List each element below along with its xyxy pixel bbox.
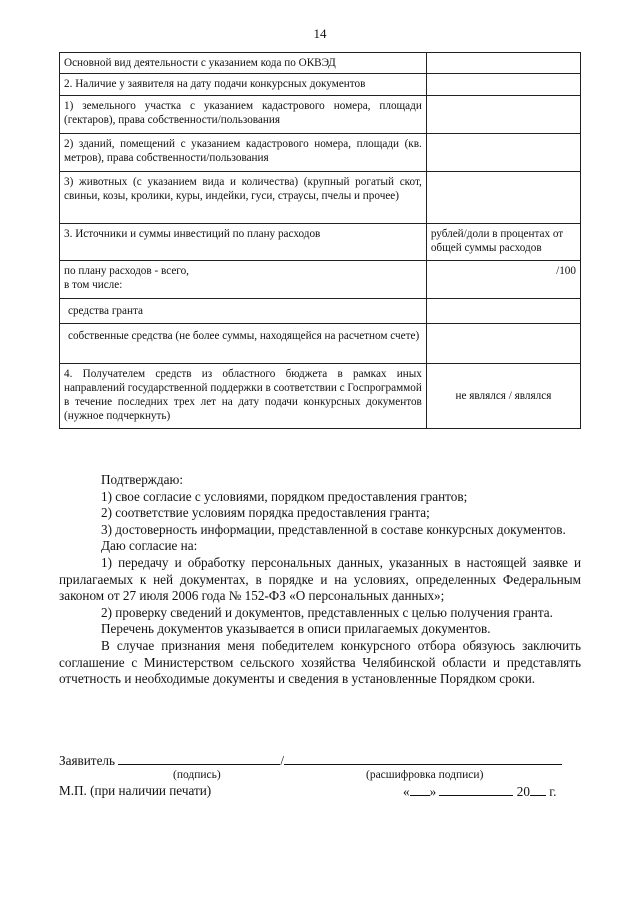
table-row: [60, 364, 581, 429]
table-cell-value[interactable]: [426, 134, 580, 172]
confirm-heading: Подтверждаю:: [101, 472, 183, 487]
consent-item: 2) проверку сведений и документов, представленных с целью получения гранта.: [101, 604, 553, 620]
table-cell-unit: рублей/доли в процентах от общей суммы расходов: [426, 224, 580, 261]
confirm-item: 2) соответствие условиям порядка предоставления гранта;: [101, 505, 430, 521]
table-cell-label: Основной вид деятельности с указанием кода по ОКВЭД: [60, 53, 427, 74]
table-cell-label: [60, 261, 427, 299]
obligation-paragraph: В случае признания меня победителем конкурсного отбора обязуюсь заключить соглашение с Министерством сельского хозяйства Челябинской области и представлять отчетность и необходимые документы и сведения в установленные Порядком сроки.: [59, 637, 581, 687]
declaration-text: [59, 472, 581, 688]
table-cell-value[interactable]: [426, 172, 580, 224]
table-row: [60, 74, 581, 96]
table-row: [60, 224, 581, 261]
confirm-item: 1) свое согласие с условиями, порядком предоставления грантов;: [101, 488, 468, 504]
stamp-label: М.П. (при наличии печати): [59, 783, 212, 798]
signature-caption: (подпись): [173, 769, 221, 781]
table-cell-value[interactable]: [426, 299, 580, 324]
year-field[interactable]: [530, 783, 546, 796]
consent-item: 1) передачу и обработку персональных данных, указанных в настоящей заявке и прилагаемых к ней документах, в порядке и на условиях, определенных Федеральным законом от 27 июля 2006 года № 152-ФЗ «О персональных данных»;: [59, 554, 581, 604]
applicant-label: Заявитель: [59, 753, 116, 768]
table-cell-label: 3. Источники и суммы инвестиций по плану расходов: [60, 224, 427, 261]
confirm-item: 3) достоверность информации, представленной в составе конкурсных документов.: [101, 521, 566, 537]
documents-paragraph: Перечень документов указывается в описи прилагаемых документов.: [101, 621, 491, 637]
year-suffix: г.: [549, 784, 557, 799]
table-row: [60, 299, 581, 324]
signature-separator: /: [280, 753, 284, 768]
table-cell-label: 4. Получателем средств из областного бюджета в рамках иных направлений государственной поддержки в соответствии с Госпрограммой в течение последних трех лет на дату подачи конкурсных документов (нужное подчеркнуть): [60, 364, 427, 429]
table-cell-label: собственные средства (не более суммы, находящейся на расчетном счете): [60, 324, 427, 364]
page-number: 14: [313, 26, 327, 41]
date-close-quote: »: [429, 784, 437, 799]
date-open-quote: «: [403, 784, 410, 799]
table-cell-label: средства гранта: [60, 299, 427, 324]
table-cell-label: 3) животных (с указанием вида и количества) (крупный рогатый скот, свиньи, козы, кролики, куры, индейки, гуси, страусы, пчелы и прочее): [60, 172, 427, 224]
table-row: [60, 53, 581, 74]
table-row: [60, 172, 581, 224]
signature-decoding-field[interactable]: [284, 752, 562, 765]
year-prefix: 20: [516, 784, 530, 799]
day-field[interactable]: [410, 783, 430, 796]
table-cell-value[interactable]: /100: [426, 261, 580, 299]
table-cell-value[interactable]: [426, 96, 580, 134]
decoding-caption: (расшифровка подписи): [366, 769, 484, 781]
signature-line: [59, 752, 581, 769]
table-cell-label: 1) земельного участка с указанием кадастрового номера, площади (гектаров), права собственности/пользования: [60, 96, 427, 134]
table-cell-value[interactable]: [426, 74, 580, 96]
date-field: [403, 783, 556, 800]
table-row: [60, 324, 581, 364]
including-label: в том числе:: [64, 279, 123, 291]
table-cell-value[interactable]: [426, 324, 580, 364]
signature-field[interactable]: [118, 752, 280, 765]
total-label: по плану расходов - всего,: [64, 265, 189, 277]
table-row: [60, 261, 581, 299]
table-cell-label: 2) зданий, помещений с указанием кадастрового номера, площади (кв. метров), права собственности/пользования: [60, 134, 427, 172]
table-cell-choice[interactable]: не являлся / являлся: [426, 364, 580, 429]
table-cell-label: 2. Наличие у заявителя на дату подачи конкурсных документов: [60, 74, 427, 96]
consent-heading: Даю согласие на:: [101, 538, 198, 554]
table-row: [60, 96, 581, 134]
table-cell-value[interactable]: [426, 53, 580, 74]
month-field[interactable]: [439, 783, 513, 796]
stamp-date-line: [59, 783, 581, 799]
table-row: [60, 134, 581, 172]
application-table: [59, 52, 581, 429]
